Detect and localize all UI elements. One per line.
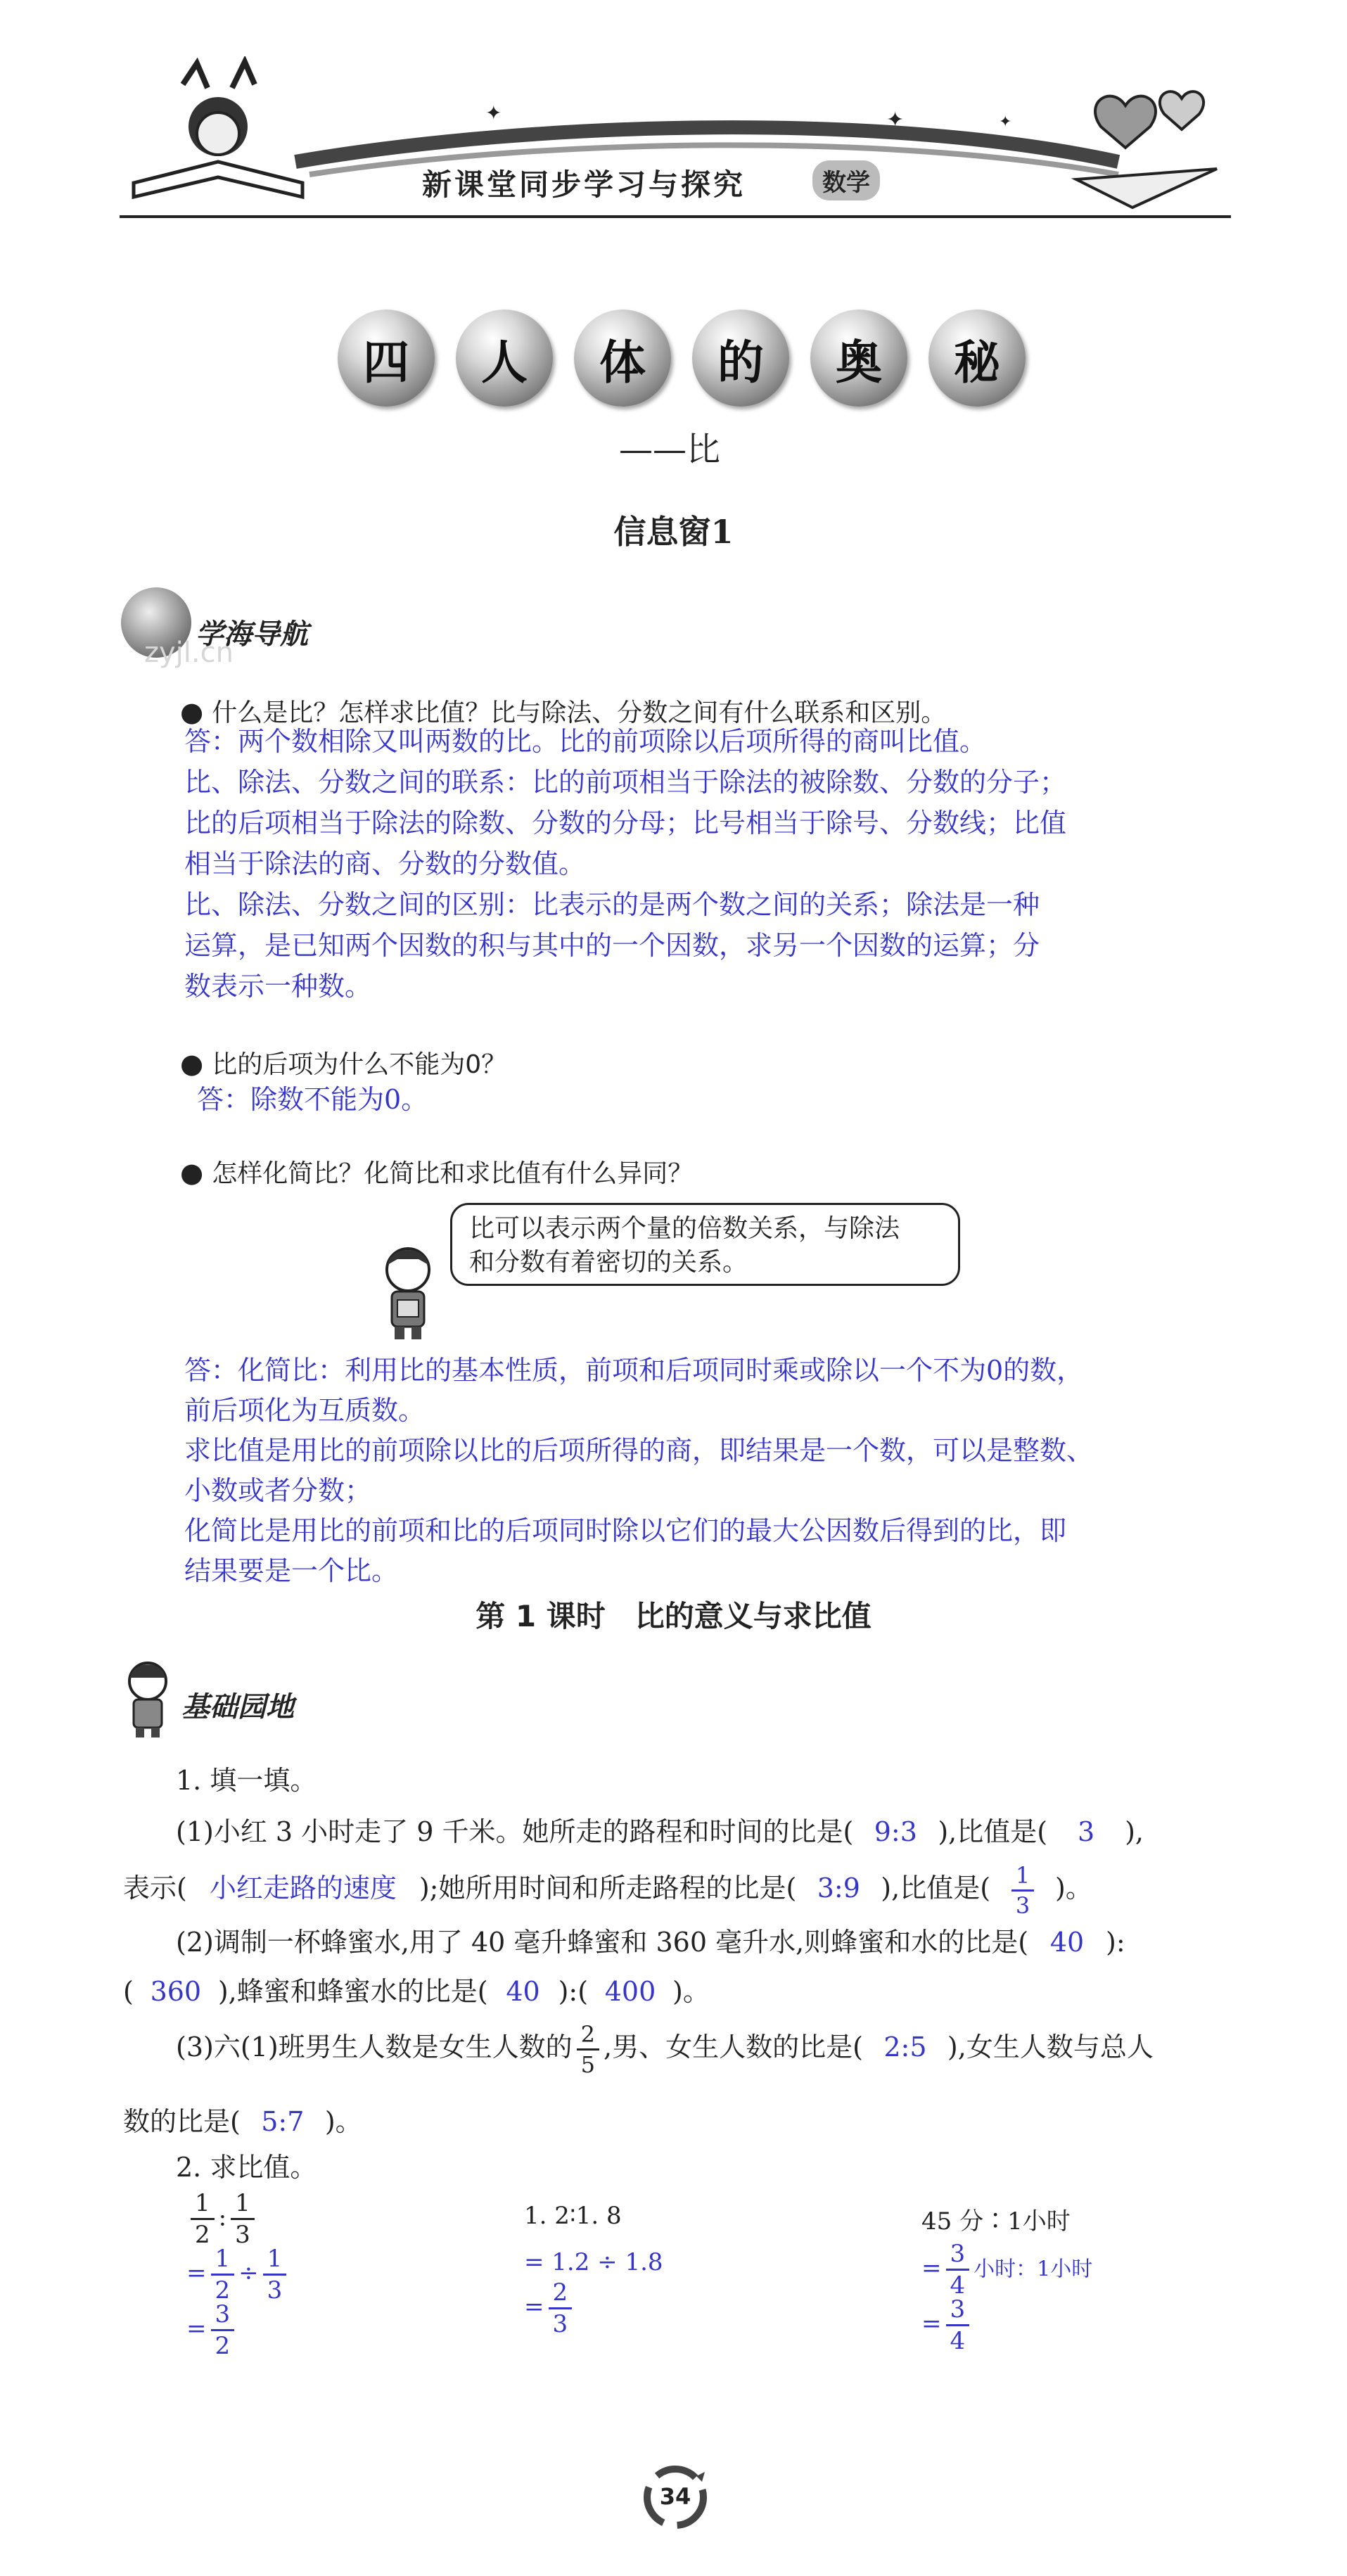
title-char-6: 秘 [928, 310, 1026, 407]
ex2-c2-question: 1. 2∶1. 8 [524, 2202, 622, 2230]
answer-blank: 3:9 [817, 1873, 860, 1904]
exercise-1-3: (3)六(1)班男生人数是女生人数的 $\frac{2}{5}$ ,男、女生人数的比是( 2:5 ),女生人数与总人 [176, 2012, 1154, 2082]
svg-text:✦: ✦ [999, 113, 1012, 131]
exercise-1-title: 1. 填一填。 [176, 1765, 317, 1796]
basics-icon [123, 1660, 172, 1737]
banner-title: 新课堂同步学习与探究 [422, 167, 746, 202]
guide-heading: 学海导航 [196, 618, 308, 651]
question-2: ● 比的后项为什么不能为0？ [180, 1048, 507, 1079]
ex2-c2-step-1: = 1.2 ÷ 1.8 [524, 2248, 663, 2276]
title-char-3: 体 [574, 310, 671, 407]
question-1: ● 什么是比？怎样求比值？比与除法、分数之间有什么联系和区别。 [180, 696, 947, 727]
title-char-1: 四 [338, 310, 435, 407]
ex2-c3-step-1: = $\frac{3}{4}$ 小时：1小时 [921, 2240, 1093, 2300]
page-number: 34 [659, 2483, 691, 2510]
exercise-1-3-cont: 数的比是( 5:7 )。 [123, 2106, 362, 2137]
svg-text:✦: ✦ [485, 101, 502, 125]
bullet-icon: ● [180, 1048, 204, 1079]
ex2-c3-question: 45 分∶1小时 [921, 2207, 1071, 2236]
title-char-2: 人 [456, 310, 553, 407]
boy-figure [376, 1245, 440, 1340]
exercise-2-col-2 [524, 2202, 663, 2336]
answer-blank: 3 [1077, 1816, 1095, 1847]
bullet-icon: ● [180, 1157, 204, 1188]
ex2-c3-step-2: = $\frac{3}{4}$ [921, 2297, 1092, 2353]
answer-1: 答：两个数相除又叫两数的比。比的前项除以后项所得的商叫比值。 比、除法、分数之间的联系：比的前项相当于除法的被除数、分数的分子； 比的后项相当于除法的除数、分数的分母；比号相当于除号、分数线；比值 相当于除法的商、分数的分数值。 比、除法、分数之间的区别：比表示的是两个数之间的关系；除法是一种 运算，是已知两个因数的积与其中的一个因数，求另一个因数的运算；分 数表示一种数。 [184, 726, 1067, 1002]
answer-blank: 40 [506, 1976, 540, 2007]
exercise-2-col-1 [186, 2191, 291, 2358]
ex2-c1-question: $\frac{1}{2}$ : $\frac{1}{3}$ [186, 2191, 291, 2247]
answer-blank: 40 [1049, 1927, 1085, 1958]
title-char-4: 的 [692, 310, 789, 407]
answer-3: 答：化简比：利用比的基本性质，前项和后项同时乘或除以一个不为0的数， 前后项化为互质数。 求比值是用比的前项除以比的后项所得的商，即结果是一个数，可以是整数、 小数或者分数； 化简比是用比的前项和比的后项同时除以它们的最大公因数后得到的比，即 结果要是一个比。 [184, 1355, 1094, 1586]
page-header [120, 56, 1231, 225]
svg-text:✦: ✦ [886, 108, 905, 132]
answer-2: 答：除数不能为0。 [197, 1084, 428, 1115]
speech-bubble: 比可以表示两个量的倍数关系，与除法 和分数有着密切的关系。 [450, 1203, 960, 1286]
watermark: zyjl.cn [144, 637, 234, 669]
bullet-icon: ● [180, 696, 204, 727]
fraction: $\frac{2}{5}$ [577, 2023, 599, 2076]
ex2-c1-step-2: = $\frac{3}{2}$ [186, 2302, 291, 2358]
answer-blank: 5:7 [261, 2106, 305, 2137]
answer-blank: 2:5 [883, 2032, 927, 2062]
exercise-1-1: (1)小红 3 小时走了 9 千米。她所走的路程和时间的比是( 9:3 ),比值是( 3 ), [176, 1816, 1144, 1847]
title-char-5: 奥 [810, 310, 907, 407]
page-number-badge [640, 2462, 710, 2532]
section-title: 信息窗1 [613, 513, 734, 551]
exercise-1-1-cont: 表示( 小红走路的速度 );她所用时间和所走路程的比是( 3:9 ),比值是( $\frac{1}{3}$ )。 [123, 1862, 1092, 1919]
lesson-title: 第 1 课时 比的意义与求比值 [475, 1599, 872, 1633]
answer-blank: 400 [604, 1976, 656, 2007]
answer-fraction: $\frac{1}{3}$ [995, 1864, 1051, 1917]
ex2-c2-step-2: = $\frac{2}{3}$ [524, 2281, 663, 2336]
unit-subtitle: ——比 [619, 430, 721, 469]
answer-blank: 9:3 [874, 1816, 917, 1847]
exercise-2-col-3 [921, 2202, 1092, 2353]
exercise-2-title: 2. 求比值。 [176, 2152, 317, 2183]
exercise-1-2: (2)调制一杯蜂蜜水,用了 40 毫升蜂蜜和 360 毫升水,则蜂蜜和水的比是( 40 ): [176, 1927, 1125, 1958]
basics-heading: 基础园地 [181, 1691, 294, 1723]
answer-blank: 360 [150, 1976, 202, 2007]
question-3: ● 怎样化简比？化简比和求比值有什么异同？ [180, 1157, 694, 1188]
exercise-1-2-cont: ( 360 ),蜂蜜和蜂蜜水的比是( 40 ):( 400 )。 [123, 1976, 710, 2007]
subject-badge: 数学 [812, 160, 880, 200]
ex2-c1-step-1: = $\frac{1}{2}$ ÷ $\frac{1}{3}$ [186, 2247, 291, 2302]
answer-blank: 小红走路的速度 [209, 1873, 397, 1904]
